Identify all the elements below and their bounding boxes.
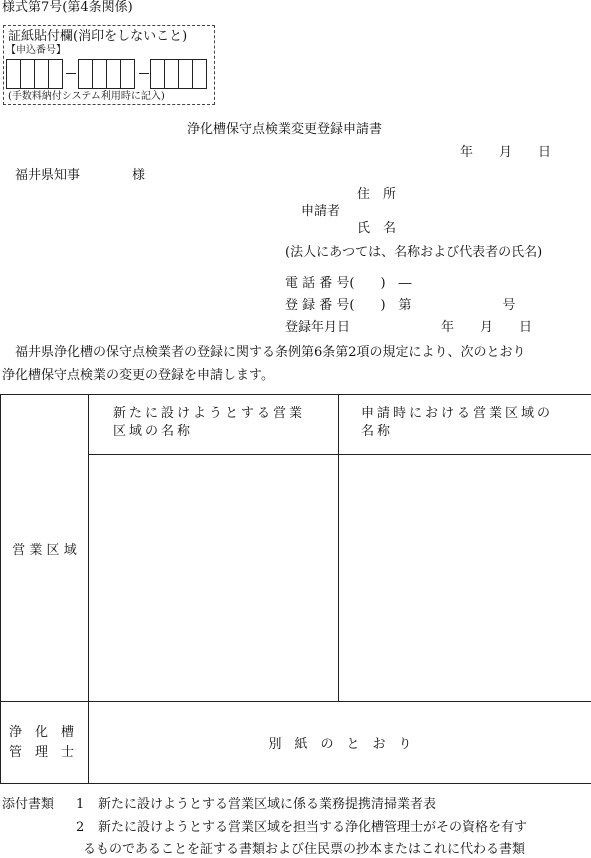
document-title: 浄化槽保守点検業変更登録申請書 bbox=[187, 122, 383, 137]
digit-box[interactable] bbox=[92, 59, 107, 89]
address-label: 住 所 bbox=[357, 187, 397, 202]
column-header-new-area bbox=[89, 395, 339, 455]
body-text-line-2: 浄化槽保守点検業の変更の登録を申請します。 bbox=[2, 368, 274, 383]
digit-box[interactable] bbox=[6, 59, 21, 89]
row-header-business-area bbox=[1, 395, 89, 702]
current-area-input-cell[interactable] bbox=[339, 455, 591, 702]
digit-box[interactable] bbox=[20, 59, 35, 89]
new-area-header-line2: 区域の名称 bbox=[113, 424, 194, 440]
separate-sheet-text: 別 紙 の と お り bbox=[268, 737, 412, 752]
attachments-label: 添付書類 bbox=[2, 797, 55, 812]
request-number-group-1[interactable] bbox=[6, 59, 62, 89]
request-number-label: 【申込番号】 bbox=[6, 45, 66, 56]
request-number-group-2[interactable] bbox=[78, 59, 134, 89]
current-area-header-line2: 名称 bbox=[361, 424, 394, 440]
attachment-2-line-2: るものであることを証する書類および住民票の抄本またはこれに代わる書類 bbox=[83, 842, 526, 857]
form-number: 様式第7号(第4条関係) bbox=[2, 0, 133, 15]
body-text-line-1: 福井県浄化槽の保守点検業者の登録に関する条例第6条第2項の規定により、次のとおり bbox=[15, 345, 526, 360]
digit-box[interactable] bbox=[78, 59, 93, 89]
septic-manager-label-line2: 管 理 士 bbox=[9, 744, 75, 760]
attachment-2-line-1: 新たに設けようとする営業区域を担当する浄化槽管理士がその資格を有す bbox=[98, 820, 528, 835]
digit-box[interactable] bbox=[178, 59, 193, 89]
separator-dash bbox=[66, 73, 76, 74]
new-area-header-line1: 新たに設けようとする営業 bbox=[113, 406, 306, 421]
corporate-note: (法人にあつては、名称および代表者の氏名) bbox=[285, 245, 543, 260]
septic-manager-label-line1: 浄 化 槽 bbox=[9, 725, 75, 740]
name-label: 氏 名 bbox=[357, 221, 397, 236]
digit-box[interactable] bbox=[106, 59, 121, 89]
attachment-1-number: 1 bbox=[76, 797, 85, 812]
row-header-septic-manager bbox=[1, 702, 89, 784]
applicant-label: 申請者 bbox=[301, 204, 341, 219]
attachment-1-text: 新たに設けようとする営業区域に係る業務提携清掃業者表 bbox=[98, 797, 437, 812]
registration-number-label[interactable]: 登 録 番 号( ) 第 号 bbox=[285, 298, 516, 313]
business-area-label: 営 業 区 域 bbox=[12, 542, 77, 558]
digit-box[interactable] bbox=[192, 59, 207, 89]
date-line[interactable]: 年 月 日 bbox=[460, 145, 552, 160]
registration-date-label[interactable]: 登録年月日 年 月 日 bbox=[285, 320, 533, 335]
septic-manager-value-cell[interactable] bbox=[89, 702, 591, 784]
column-header-current-area bbox=[339, 395, 591, 455]
new-area-input-cell[interactable] bbox=[89, 455, 339, 702]
stamp-box-title: 証紙貼付欄(消印をしないこと) bbox=[8, 29, 188, 44]
separator-dash bbox=[139, 73, 149, 74]
phone-label[interactable]: 電 話 番 号( ) ― bbox=[285, 276, 412, 291]
digit-box[interactable] bbox=[120, 59, 135, 89]
stamp-box-note: (手数料納付システム利用時に記入) bbox=[8, 91, 165, 102]
digit-box[interactable] bbox=[164, 59, 179, 89]
digit-box[interactable] bbox=[150, 59, 165, 89]
digit-box[interactable] bbox=[34, 59, 49, 89]
attachment-2-number: 2 bbox=[76, 820, 85, 835]
request-number-group-3[interactable] bbox=[150, 59, 206, 89]
addressee: 福井県知事 様 bbox=[15, 168, 146, 183]
digit-box[interactable] bbox=[48, 59, 63, 89]
current-area-header-line1: 申請時における営業区域の bbox=[361, 406, 554, 421]
business-area-table bbox=[0, 394, 591, 784]
